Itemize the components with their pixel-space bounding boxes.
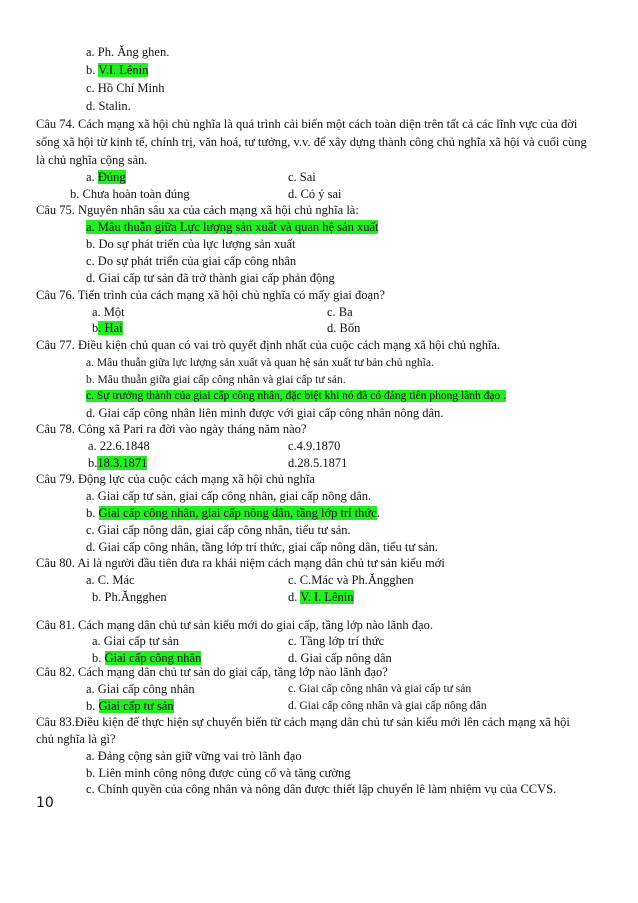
q83-question-line1: Câu 83.Điều kiện để thực hiện sự chuyển biến từ cách mạng dân chủ tư sản kiểu mới lên cách mạng xã hội [36,715,570,729]
answer-highlight: . Hai [98,321,123,335]
q81-option-a: a. Giai cấp tư sản [92,634,179,648]
answer-highlight: Giai cấp công nhân [104,651,202,665]
q82-option-a: a. Giai cấp công nhân [86,682,195,696]
q76-option-a: a. Một [92,305,125,319]
q78-question: Câu 78. Công xã Pari ra đời vào ngày tháng năm nào? [36,422,307,436]
q74-question-line3: là chủ nghĩa cộng sản. [36,153,148,167]
option-suffix: . [376,506,380,520]
q81-option-d: d. Giai cấp nông dân [288,651,392,665]
answer-highlight: Đúng [97,170,126,184]
option-prefix: b [92,321,99,335]
option-prefix: b. [92,651,105,665]
q79-option-b [86,505,380,521]
answer-highlight: V.I. Lênin [98,63,149,77]
q80-option-c: c. C.Mác và Ph.Ăngghen [288,573,414,587]
q74-option-a [86,169,126,185]
q82-option-c: c. Giai cấp công nhân và giai cấp tư sản [288,683,472,695]
q75-option-b: b. Do sự phát triển của lực lượng sản xuất [86,237,296,251]
q75-option-d: d. Giai cấp tư sản đã trở thành giai cấp phản động [86,271,335,285]
q76-question: Câu 76. Tiến trình của cách mạng xã hội chủ nghĩa có mấy giai đoạn? [36,288,385,302]
q76-option-d: d. Bốn [327,321,361,335]
q77-option-b: b. Mâu thuẫn giữa giai cấp công nhân và giai cấp tư sản. [86,374,346,386]
q79-option-c: c. Giai cấp nông dân, giai cấp công nhân, tiểu tư sản. [86,523,351,537]
q77-option-c [86,388,506,404]
q82-option-b [86,698,174,714]
answer-highlight: Giai cấp công nhân, giai cấp nông dân, tầng lớp trí thức [98,506,377,520]
q73-option-d: d. Stalin. [86,99,131,113]
q73-option-c: c. Hồ Chí Minh [86,81,165,95]
q74-question-line1: Câu 74. Cách mạng xã hội chủ nghĩa là quá trình cải biến một cách toàn diện trên tất cả các lĩnh vực của đời [36,117,578,131]
q77-option-a: a. Mâu thuẫn giữa lực lượng sản xuất và quan hệ sản xuất tư bản chủ nghĩa. [86,357,434,369]
q78-option-c: c.4.9.1870 [288,439,341,453]
q80-option-a: a. C. Mác [86,573,135,587]
page-number: 10 [36,795,54,811]
q83-option-b: b. Liên minh công nông được củng cố và tăng cường [86,766,351,780]
q78-option-d: d.28.5.1871 [288,456,348,470]
q79-question: Câu 79. Động lực của cuộc cách mạng xã hội chủ nghĩa [36,472,315,486]
answer-highlight: V. I. Lênin [300,590,354,604]
q74-question-line2: sống xã hội từ kinh tế, chính trị, văn hoá, tư tưởng, v.v. để xây dựng thành công chủ nghĩa xã hội và cuối cùng [36,135,587,149]
q82-question: Câu 82. Cách mạng dân chủ tư sản do giai cấp, tầng lớp nào lãnh đạo? [36,665,388,679]
q77-question: Câu 77. Điều kiện chủ quan có vai trò quyết định nhất của cuộc cách mạng xã hội chủ nghĩa. [36,338,501,352]
q83-question-line2: chủ nghĩa là gì? [36,732,116,746]
q79-option-d: d. Giai cấp công nhân, tầng lớp trí thức, giai cấp nông dân, tiểu tư sản. [86,540,439,554]
q80-option-d [288,589,354,605]
option-prefix: b. [86,699,99,713]
q78-option-b [88,455,147,471]
q83-option-c: c. Chính quyền của công nhân và nông dân được thiết lập chuyển lê làm nhiệm vụ của CCVS. [86,782,557,796]
q75-option-c: c. Do sự phát triển của giai cấp công nhân [86,254,297,268]
q74-option-c: c. Sai [288,170,316,184]
q81-question: Câu 81. Cách mạng dân chủ tư sản kiểu mới do giai cấp, tầng lớp nào lãnh đạo. [36,618,433,632]
q74-option-b: b. Chưa hoàn toàn đúng [70,187,190,201]
q77-option-d: d. Giai cấp công nhân liên minh được với giai cấp công nhân nông dân. [86,406,444,420]
q75-question: Câu 75. Nguyên nhân sâu xa của cách mạng xã hội chủ nghĩa là: [36,203,359,217]
q76-option-c: c. Ba [327,305,353,319]
option-prefix: b. [88,456,98,470]
answer-highlight: a. Mâu thuẫn giữa Lực lượng sản xuất và quan hệ sản xuất [86,220,379,234]
answer-highlight: 18.3.1871 [97,456,148,470]
answer-highlight: Giai cấp tư sản [98,699,174,713]
q83-option-a: a. Đảng cộng sản giữ vững vai trò lãnh đạo [86,749,302,763]
option-prefix: d. [288,590,301,604]
q73-option-a: a. Ph. Ăng ghen. [86,45,170,59]
option-prefix: b. [86,63,99,77]
q80-option-b: b. Ph.Ăngghen [92,590,167,604]
q80-question: Câu 80. Ai là người đầu tiên đưa ra khái niệm cách mạng dân chủ tư sản kiểu mới [36,556,445,570]
q74-option-d: d. Có ý sai [288,187,342,201]
q81-option-c: c. Tầng lớp trí thức [288,634,385,648]
option-prefix: b. [86,506,99,520]
q82-option-d: d. Giai cấp công nhân và giai cấp nông dân [288,700,487,712]
q73-option-b [86,62,148,78]
q75-option-a [86,219,378,235]
q76-option-b [92,320,123,336]
option-prefix: a. [86,170,98,184]
q79-option-a: a. Giai cấp tư sản, giai cấp công nhân, giai cấp nông dân. [86,489,372,503]
q78-option-a: a. 22.6.1848 [88,439,150,453]
answer-highlight: c. Sự trưởng thành của giai cấp công nhân, đặc biệt khi nó đã có đảng tiên phong lãnh đạo . [86,390,506,402]
